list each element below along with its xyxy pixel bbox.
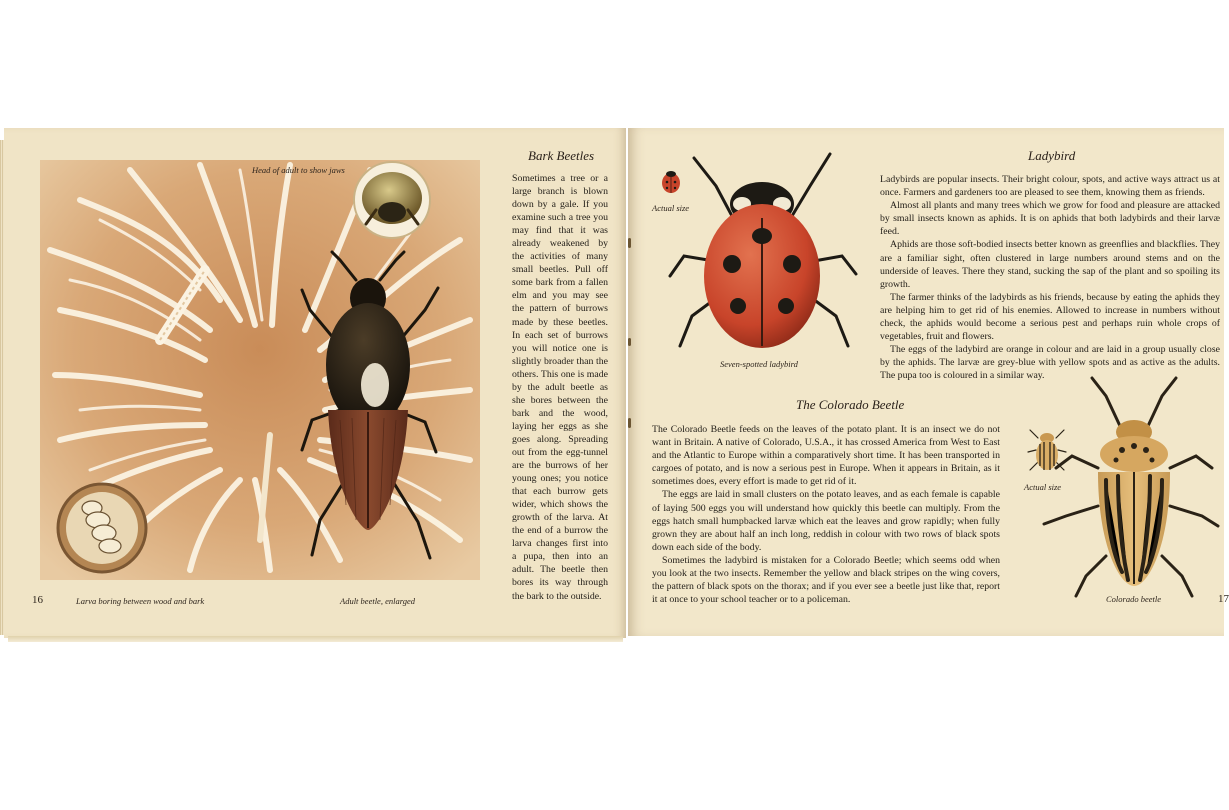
bark-burrow-artwork	[40, 160, 480, 580]
bark-beetles-text	[512, 172, 608, 602]
colorado-beetle-image	[1036, 376, 1224, 600]
colorado-paragraph: Sometimes the ladybird is mistaken for a Colorado Beetle; which seems odd when you look at the two insects. Remember the yellow and black stripes on the wing covers, the pattern of black spots on the thorax; and if you ever see a beetle just like that, report it at once to your school teacher or to a policeman.	[652, 554, 1000, 606]
bark-beetles-title: Bark Beetles	[528, 148, 595, 163]
caption-larva: Larva boring between wood and bark	[76, 596, 205, 606]
colorado-paragraph: The Colorado Beetle feeds on the leaves of the potato plant. It is an insect we do not want in Britain. A native of Colorado, U.S.A., it has crossed America from West to East and the Atlantic to Europe within a comparatively short time. It has been transported in cargoes of potato, and is now a serious pest in Europe. When it appears in Britain, as it sometimes does, every effort is made to get rid of it.	[652, 424, 1000, 488]
left-page	[4, 128, 626, 638]
bark-beetle-illustration	[40, 160, 480, 580]
ladybird-paragraph: Ladybirds are popular insects. Their bright colour, spots, and active ways attract us at once. Farmers and gardeners too are pleased to see them, knowing them as friends.	[880, 174, 1220, 199]
ladybird-paragraph: Aphids are those soft-bodied insects better known as greenflies and blackflies. They are a familiar sight, often clustered in large numbers around stems and on the underside of leaves. There they stand, sucking the sap of the plant and so spoiling its growth.	[880, 239, 1220, 290]
ladybird-paragraph: The eggs of the ladybird are orange in colour and are laid in a group usually close by the aphids. The larvæ are grey-blue with yellow spots and as active as the adults. The pupa too is coloured in a similar way.	[880, 344, 1220, 382]
colorado-paragraph: The eggs are laid in small clusters on the potato leaves, and as each female is capable of laying 500 eggs you will understand how quickly this beetle can multiply. From the eggs hatch small humpbacked larvæ which eat the leaves and grow rapidly; when fully grown they are about half an inch long, reddish in colour with two rows of black spots down each side of the body.	[652, 489, 1000, 553]
page-number-left: 16	[32, 594, 43, 606]
ladybird-text	[880, 173, 1220, 385]
colorado-beetle-title: The Colorado Beetle	[796, 397, 905, 412]
colorado-actual-size-caption: Actual size	[1024, 482, 1062, 492]
ladybird-paragraph: Almost all plants and many trees which we grow for food and pleasure are attacked by small insects known as aphids. It is on aphids that both ladybirds and their larvæ feed.	[880, 200, 1220, 238]
binding-stitch	[628, 338, 631, 346]
caption-adult-beetle: Adult beetle, enlarged	[340, 596, 415, 606]
ladybird-title: Ladybird	[1028, 148, 1076, 163]
seven-spotted-ladybird-caption: Seven-spotted ladybird	[720, 359, 798, 369]
seven-spotted-ladybird-image	[664, 146, 864, 356]
page-number-right: 17	[1218, 593, 1229, 605]
binding-stitch	[628, 238, 631, 248]
right-page	[628, 128, 1229, 636]
binding-stitch	[628, 418, 631, 428]
colorado-beetle-caption: Colorado beetle	[1106, 594, 1162, 604]
colorado-beetle-text	[652, 423, 1000, 606]
ladybird-paragraph: The farmer thinks of the ladybirds as his friends, because by eating the aphids they are helping him to get rid of his enemies. Allowed to increase in numbers without check, the aphids would become a serious pest and perhaps ruin whole crops of vegetables, fruit and flowers.	[880, 291, 1220, 343]
ladybird-actual-size-caption: Actual size	[652, 203, 690, 213]
caption-head-of-adult: Head of adult to show jaws	[252, 165, 345, 175]
book-bottom-edge	[8, 636, 623, 642]
bark-beetles-paragraph: Sometimes a tree or a large branch is blown down by a gale. If you examine such a tree you may find that it was already weakened by the activities of many small beetles. Pull off some bark from a fallen elm and you may see the pattern of burrows made by these beetles. In each set of burrows you will notice one is slightly broader than the others. This one is made by the adult beetle as she bores between the bark and the wood, laying her eggs as she goes along. Spreading out from the egg-tunnel are the burrows of her young ones; you notice that each burrow gets wider, which shows the growth of the larva. At the end of a burrow the larva changes first into a pupa, then into an adult. The beetle then bores its way through the bark to the outside.	[512, 173, 608, 602]
